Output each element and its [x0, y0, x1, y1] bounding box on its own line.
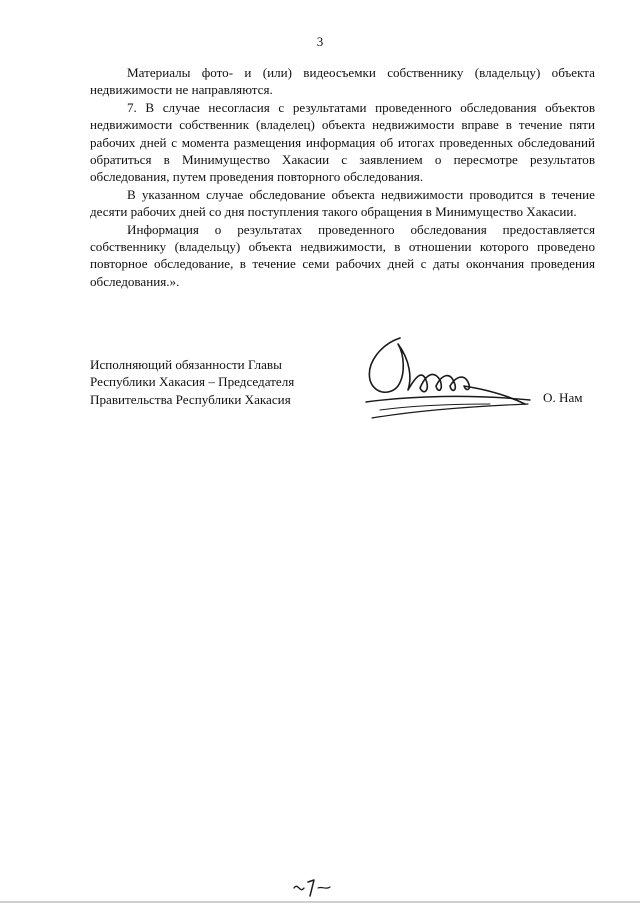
- handwritten-signature: [360, 330, 540, 430]
- signatory-title-line: Правительства Республики Хакасия: [90, 391, 291, 407]
- signatory-name: О. Нам: [543, 390, 583, 405]
- paragraph: Информация о результатах проведенного обследования предоставляется собственнику (владельцу) объекта недвижимости, в отношении которого проведено повторное обследование, в течение семи рабочих дней с даты окончания проведения обследования.».: [90, 221, 595, 289]
- paragraph: Материалы фото- и (или) видеосъемки собственнику (владельцу) объекта недвижимости не направляются.: [90, 65, 595, 98]
- paragraph: 7. В случае несогласия с результатами проведенного обследования объектов недвижимости собственник (владелец) объекта недвижимости вправе в течение пяти рабочих дней с момента размещения информация об итогах проведенных обследований обратиться в Минимущество Хакасии с заявлением о пересмотре результатов обследования, путем проведения повторного обследования.: [90, 99, 595, 185]
- paragraph: В указанном случае обследование объекта недвижимости проводится в течение десяти рабочих дней со дня поступления такого обращения в Минимущество Хакасии.: [90, 186, 595, 220]
- page-number: 3: [316, 34, 324, 49]
- scan-edge: [0, 901, 640, 903]
- signatory-title: [90, 356, 294, 408]
- document-body: [90, 64, 595, 290]
- signatory-title-line: Исполняющий обязанности Главы: [90, 357, 282, 372]
- handwritten-mark: [290, 876, 334, 898]
- signatory-title-line: Республики Хакасия – Председателя: [90, 374, 295, 390]
